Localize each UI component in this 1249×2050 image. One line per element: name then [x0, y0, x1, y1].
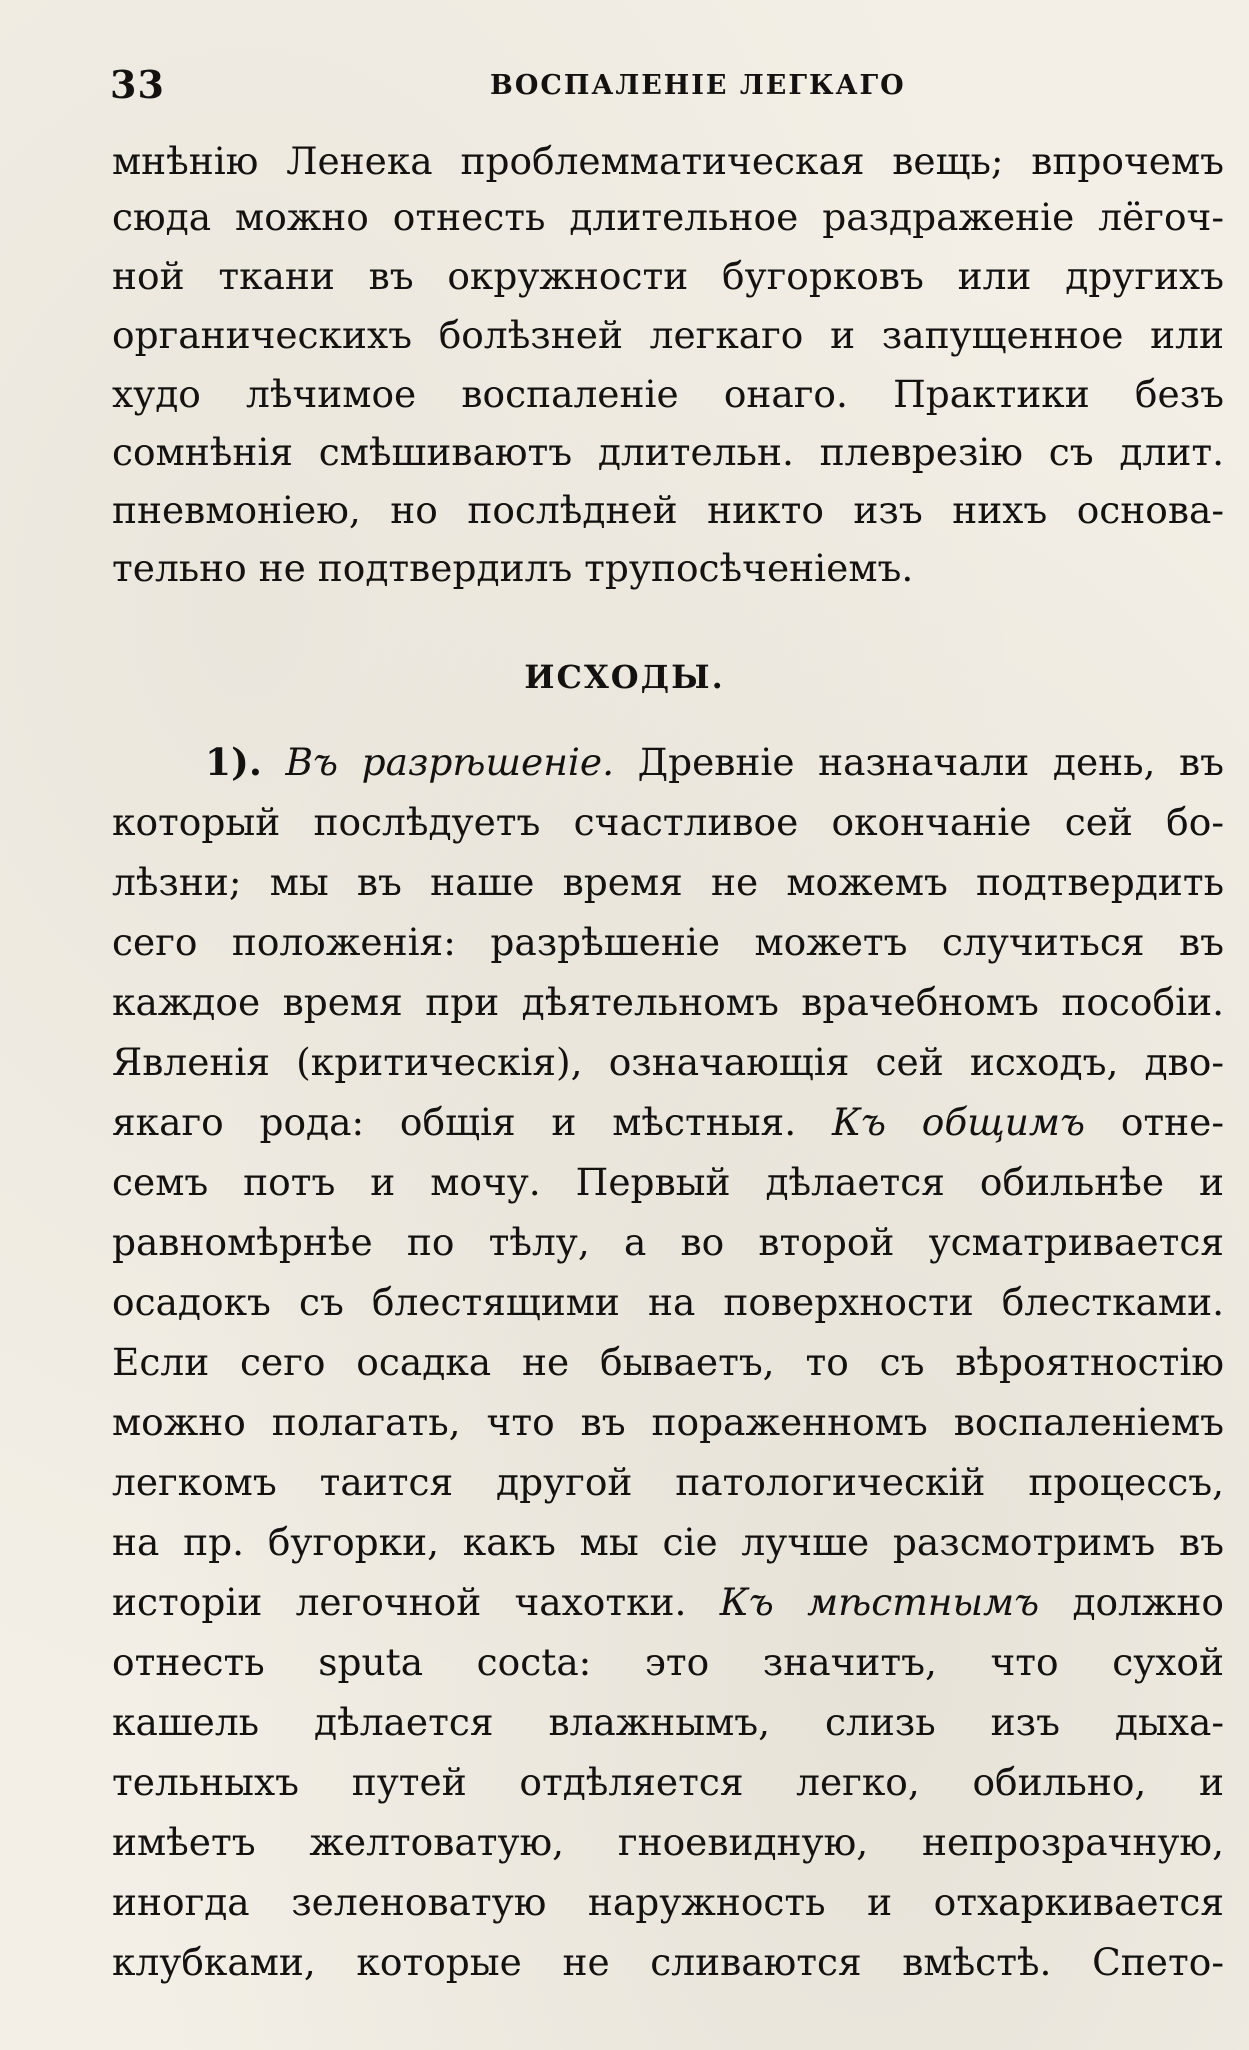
text-line: худо лѣчимое воспаленіе онаго. Практики безъ [112, 372, 1224, 416]
text-line: сюда можно отнесть длительное раздраженіе лёгоч- [112, 195, 1224, 239]
text-line: на пр. бугорки, какъ мы сіе лучше разсмотримъ въ [112, 1520, 1224, 1564]
local-title: Къ мѣстнымъ [719, 1580, 1040, 1624]
text-line: тельныхъ путей отдѣляется легко, обильно, и [112, 1760, 1224, 1804]
general-signs-line [112, 1098, 1224, 1146]
text-line: пневмоніею, но послѣдней никто изъ нихъ основа- [112, 488, 1224, 532]
text-line: осадокъ съ блестящими на поверхности блестками. [112, 1280, 1224, 1324]
item-number: 1). [205, 740, 262, 784]
text-fragment: исторіи легочной чахотки. [112, 1580, 687, 1624]
text-fragment: якаго рода: общія и мѣстныя. [112, 1100, 797, 1144]
text-line: сомнѣнія смѣшиваютъ длительн. плеврезію съ длит. [112, 430, 1224, 474]
text-line: мнѣнію Ленека проблемматическая вещь; впрочемъ [112, 139, 1224, 183]
section-heading: ИСХОДЫ. [524, 658, 725, 696]
text-line: иногда зеленоватую наружность и отхаркивается [112, 1880, 1224, 1924]
text-line: можно полагать, что въ пораженномъ воспаленіемъ [112, 1400, 1224, 1444]
general-title: Къ общимъ [831, 1100, 1086, 1144]
running-head [110, 62, 1220, 107]
text-line: семъ потъ и мочу. Первый дѣлается обильнѣе и [112, 1160, 1224, 1204]
text-line: имѣетъ желтоватую, гноевидную, непрозрачную, [112, 1820, 1224, 1864]
text-line: органическихъ болѣзней легкаго и запущенное или [112, 313, 1224, 357]
text-fragment: Древніе назначали день, въ [637, 740, 1225, 784]
item-title: Въ разрѣшеніе. [285, 740, 615, 784]
text-line: ной ткани въ окружности бугорковъ или другихъ [112, 254, 1224, 298]
text-fragment: отне- [1120, 1100, 1225, 1144]
text-line: Если сего осадка не бываетъ, то съ вѣроятностію [112, 1340, 1224, 1384]
item-first-line [205, 738, 1224, 786]
text-line: клубками, которые не сливаются вмѣстѣ. Спето- [112, 1940, 1224, 1984]
text-fragment: должно [1072, 1580, 1224, 1624]
local-signs-line [112, 1578, 1224, 1626]
text-line: отнесть sputa cocta: это значитъ, что сухой [112, 1640, 1224, 1684]
text-line: лѣзни; мы въ наше время не можемъ подтвердить [112, 860, 1224, 904]
text-line: легкомъ таится другой патологическій процессъ, [112, 1460, 1224, 1504]
text-line: сего положенія: разрѣшеніе можетъ случиться въ [112, 920, 1224, 964]
text-line: каждое время при дѣятельномъ врачебномъ пособіи. [112, 980, 1224, 1024]
text-line: тельно не подтвердилъ трупосѣченіемъ. [112, 546, 914, 590]
running-title: ВОСПАЛЕНІЕ ЛЕГКАГО [490, 70, 906, 101]
text-line: кашель дѣлается влажнымъ, слизь изъ дыха- [112, 1700, 1224, 1744]
page-number: 33 [110, 62, 165, 107]
text-line: равномѣрнѣе по тѣлу, а во второй усматривается [112, 1220, 1224, 1264]
text-line: который послѣдуетъ счастливое окончаніе сей бо- [112, 800, 1224, 844]
text-line: Явленія (критическія), означающія сей исходъ, дво- [112, 1040, 1224, 1084]
